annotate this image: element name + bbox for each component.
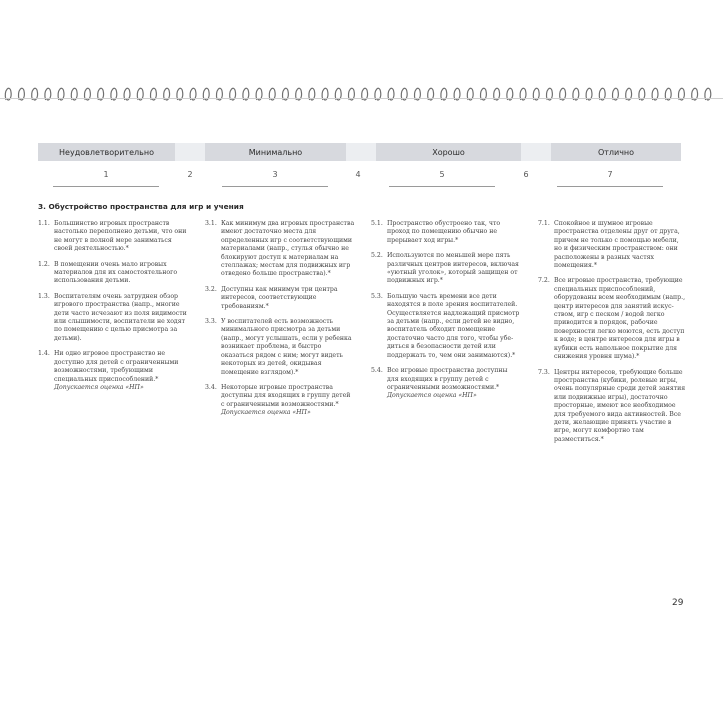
indicator-text: Некоторые игровые пространства доступны для входящих в группу детей с ограниченными возможностями.*	[221, 383, 351, 408]
indicator-text: Большую часть времени все дети находятся в поле зрения воспитателей. Осуществляется надлежащий присмотр за детьми (напр., если детей не видно, воспитатель обходит помещение достаточно часто для того, чтобы убедиться в безопасности детей или поддержать то, чем они занимаются).*	[387, 292, 520, 359]
indicator-item	[38, 350, 188, 392]
indicator-text-block	[387, 220, 521, 245]
scale-underline-1	[53, 186, 159, 187]
indicator-item	[38, 293, 188, 343]
indicator-text-block	[221, 286, 355, 311]
indicator-text-block	[54, 350, 188, 392]
indicator-text: Все игровые пространства доступны для входящих в группу детей с ограниченными возможностями.*	[387, 367, 508, 391]
indicator-number: 5.4.	[371, 367, 383, 375]
scale-underline-5	[389, 186, 495, 187]
scale-underline-7	[557, 186, 663, 187]
indicator-text: Как минимум два игровых пространства имеют достаточно места для определенных игр с соответствующими материалами (напр., стулья обычно не блокируют доступ к материалам на стеллажах; местам для подвижных игр отведено больше пространства).*	[221, 220, 355, 278]
indicator-text: В помещении очень мало игровых материалов для их самостоятельного использования детьми.	[54, 260, 178, 285]
indicator-number: 7.3.	[538, 368, 550, 376]
indicator-number: 5.3.	[371, 292, 383, 300]
indicator-text-block	[554, 220, 688, 270]
indicator-item	[205, 318, 355, 377]
column-inadequate	[38, 220, 188, 399]
indicator-item	[205, 384, 355, 418]
indicator-item	[538, 277, 688, 361]
indicator-text: Воспитателям очень затруднен обзор игрового пространства (напр., многие дети часто исчезают из поля видимости или слышимости, воспитатели не ходят по помещению с целью присмотра за детьми).	[54, 292, 187, 342]
indicator-number: 5.1.	[371, 220, 383, 227]
indicator-text: Все игровые пространства, требующие специальных приспособлений, оборудованы всем необходимым (напр., центр интересов для занятий искусством, игр с песком / водой легко приводится в порядок, рабочие поверхности легко моются, есть доступ к воде; в центре интересов для игры в кубики есть напольное покрытие для снижения уровня шума).*	[554, 277, 686, 361]
indicator-text-block	[387, 293, 521, 360]
scale-label-excellent: Отлично	[551, 143, 681, 161]
indicator-item	[371, 367, 521, 401]
indicator-text-block	[387, 252, 521, 286]
indicator-item	[205, 286, 355, 311]
indicator-item	[205, 220, 355, 279]
indicator-item	[38, 261, 188, 286]
section-title: 3. Обустройство пространства для игр и учения	[38, 202, 244, 211]
scale-number-4: 4	[355, 170, 361, 179]
scale-gap-6	[521, 143, 551, 161]
indicator-item	[538, 369, 688, 445]
indicator-text: Ни одно игровое пространство не доступно для детей с ограниченными возможностями, требующими специальных приспособлений.*	[54, 350, 179, 383]
scale-number-5: 5	[439, 170, 445, 179]
indicator-number: 5.2.	[371, 252, 383, 260]
indicator-note: Допускается оценка «НП»	[221, 409, 311, 417]
scale-label-minimal: Минимально	[205, 143, 346, 161]
indicator-number: 1.2.	[38, 260, 50, 268]
page-top-edge	[0, 98, 723, 99]
indicator-number: 1.1.	[38, 220, 50, 227]
indicator-number: 3.4.	[205, 383, 217, 391]
column-minimal	[205, 220, 355, 425]
indicator-number: 3.2.	[205, 285, 217, 293]
scale-label-inadequate: Неудовлетворительно	[38, 143, 175, 161]
scale-number-6: 6	[523, 170, 529, 179]
indicator-text: У воспитателей есть возможность минимального присмотра за детьми (напр., могут услышать, если у ребенка возникает проблема, и быстро оказаться рядом с ним; могут видеть некоторых из детей, окидывая помещение взглядом).*	[221, 318, 352, 376]
indicator-item	[371, 220, 521, 245]
scale-number-2: 2	[187, 170, 193, 179]
indicator-text: Доступны как минимум три центра интересов, соответствующие требованиям.*	[221, 285, 338, 310]
scale-gap-2	[175, 143, 205, 161]
indicator-text: Пространство обустроено так, что проход по помещению обычно не прерывает ход игры.*	[387, 220, 501, 244]
spiral-binding	[0, 82, 723, 108]
indicator-number: 1.3.	[38, 292, 50, 300]
indicator-text-block	[54, 293, 188, 343]
indicator-note: Допускается оценка «НП»	[387, 392, 477, 400]
page-number: 29	[672, 598, 684, 608]
indicator-text: Центры интересов, требующие больше пространства (кубики, ролевые игры, очень популярные среди детей занятия или подвижные игры), достаточно просторные, имеют все необходимое для требуемого вида активностей. Все дети, желающие принять участие в игре, могут комфортно там разместиться.*	[554, 368, 686, 443]
indicator-item	[538, 220, 688, 270]
indicator-text-block	[221, 220, 355, 279]
indicator-number: 7.1.	[538, 220, 550, 227]
indicator-text-block	[387, 367, 521, 401]
indicator-text-block	[54, 261, 188, 286]
indicator-number: 3.1.	[205, 220, 217, 227]
indicator-text: Большинство игровых пространств настолько переполнено детьми, что они не могут в полной мере заниматься своей деятельностью.*	[54, 220, 187, 253]
scale-number-7: 7	[607, 170, 613, 179]
scale-number-3: 3	[272, 170, 278, 179]
indicator-text-block	[554, 369, 688, 445]
scale-number-1: 1	[103, 170, 109, 179]
indicator-text-block	[221, 318, 355, 377]
scale-underline-3	[222, 186, 328, 187]
indicator-item	[38, 220, 188, 254]
column-excellent	[538, 220, 688, 451]
indicator-note: Допускается оценка «НП»	[54, 383, 144, 391]
indicator-number: 3.3.	[205, 318, 217, 326]
indicator-text-block	[54, 220, 188, 254]
indicator-text: Спокойное и шумное игровые пространства отделены друг от друга, причем не только с помощью мебели, но и физическим пространством: они расположены в разных частях помещения.*	[554, 220, 680, 270]
indicator-text-block	[221, 384, 355, 418]
indicator-number: 7.2.	[538, 277, 550, 285]
indicator-text-block	[554, 277, 688, 361]
indicator-number: 1.4.	[38, 350, 50, 358]
column-good	[371, 220, 521, 408]
rating-scale-bar	[38, 143, 681, 161]
scale-gap-4	[346, 143, 376, 161]
indicator-item	[371, 293, 521, 360]
indicator-item	[371, 252, 521, 286]
scale-label-good: Хорошо	[376, 143, 521, 161]
indicator-text: Используются по меньшей мере пять различных центров интересов, включая «уютный уголок», который защищен от подвижных игр.*	[387, 252, 519, 285]
